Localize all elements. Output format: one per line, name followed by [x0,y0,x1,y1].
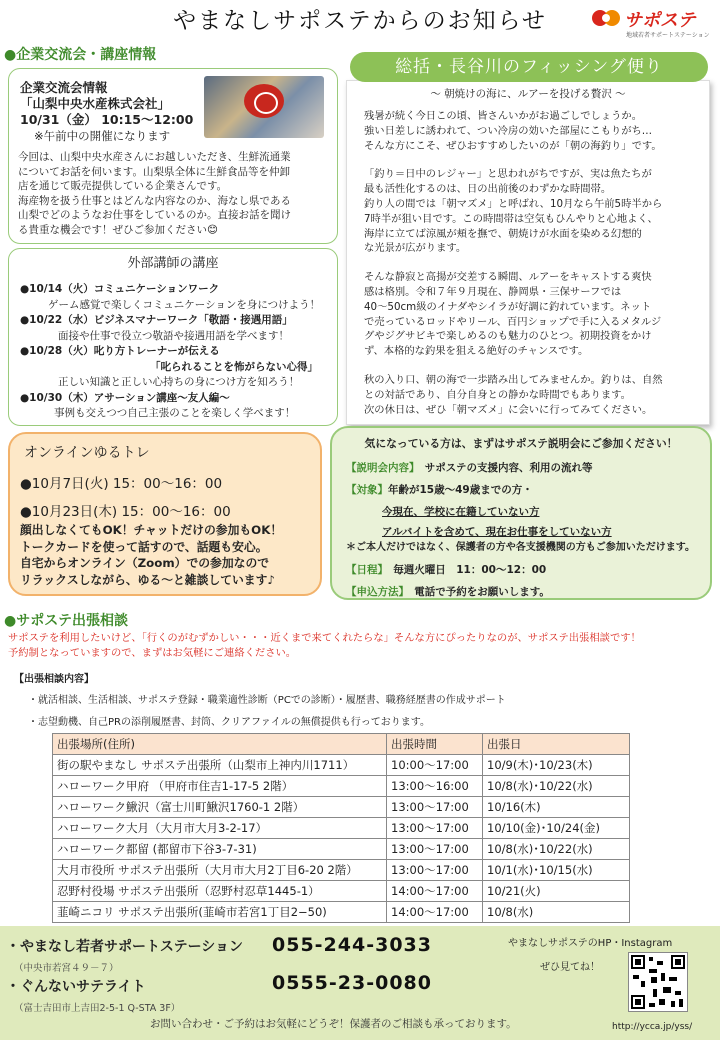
fishing-line: グやジグサビキで楽しめるのも魅力のひとつ。初期投資をかけ [364,330,652,343]
table-cell: 10/21(火) [483,881,630,902]
fishing-line: 「釣り＝日中のレジャー」と思われがちですが、実は魚たちが [364,168,652,181]
corp-desc-line: についてお話を伺います。山梨県全体に生鮮食品等を仲卸 [18,165,290,178]
qr-code-icon[interactable] [628,952,688,1012]
online-desc-line: リラックスしながら、ゆる～と雑談しています♪ [20,572,275,587]
table-row [53,797,630,818]
corp-desc-line: 海産物を扱う仕事とはどんな内容なのか、海なし県である [18,194,291,207]
fishing-line: 最も活性化するのは、日の出前後のわずかな時間帯。 [364,183,612,196]
corp-date: 10/31（金） 10:15～12:00 [20,112,194,127]
table-cell: ハローワーク鰍沢（富士川町鰍沢1760-1 2階） [53,797,387,818]
briefing-label: 【説明会内容】 [346,462,415,474]
table-header: 出張場所(住所) [53,734,387,755]
section-outreach-label: サポステ出張相談 [16,613,128,629]
table-cell: 13:00～16:00 [387,776,483,797]
company-photo [204,76,324,138]
table-row [53,860,630,881]
lecture-desc: 事例も交えつつ自己主張のことを楽しく学べます！ [54,407,296,419]
briefing-value: 毎週火曜日 11：00～12：00 [393,564,547,576]
corp-title-line2: 「山梨中央水産株式会社」 [20,96,171,111]
table-cell: 14:00～17:00 [387,902,483,923]
briefing-body [346,460,706,600]
briefing-target-note: ＊ご本人だけではなく、保護者の方や各支援機関の方もご参加いただけます。 [346,542,695,553]
corp-desc-line: 店を通じて販売提供している企業さんです。 [18,180,228,193]
online-date: ●10月7日(火) 15：00～16：00 [20,476,223,492]
fishing-line: 次の休日は、ぜひ「朝マズメ」に会いに行ってみてください。 [364,403,653,416]
fishing-line: ず、本格的な釣果を狙える絶好のチャンスです。 [364,345,589,358]
table-cell: 忍野村役場 サポステ出張所（忍野村忍草1445-1） [53,881,387,902]
outreach-schedule-table [52,733,630,923]
online-desc-line: 自宅からオンライン（Zoom）での参加なので [20,556,270,570]
fishing-line: 感は格別。令和７年９月現在、静岡県・三保サーフでは [364,285,622,298]
online-date: ●10月23日(木) 15：00～16：00 [20,504,231,520]
footer-satellite-address: （富士吉田市上吉田2-5-1 Q-STA 3F） [14,1003,181,1014]
outreach-content [28,690,506,734]
outreach-intro-line: サポステを利用したいけど、「行くのがむずかしい・・・近くまで来てくれたらな」そんな方にぴったりなのが、サポステ出張相談です！ [8,632,641,644]
saposute-logo [590,6,712,44]
logo-mark-icon [590,6,624,30]
briefing-label: 【対象】 [346,484,388,496]
table-cell: 10/9(木)･10/23(木) [483,755,630,776]
table-cell: 10:00～17:00 [387,755,483,776]
table-cell: 10/8(水)･10/22(水) [483,839,630,860]
table-row [53,881,630,902]
corp-desc-line: 山梨でどのようなお仕事をしているのか。直接お話を聞け [18,209,291,222]
table-header: 出張日 [483,734,630,755]
briefing-target-line: アルバイトを含めて、現在お仕事をしていない方 [382,526,612,538]
corp-title [20,80,193,128]
fishing-line: との対話であり、自分自身との静かな時間でもあります。 [364,388,631,401]
fishing-line: 残暑が続く今日この頃、皆さんいかがお過ごしでしょうか。 [364,110,643,122]
page-title: やまなしサポステからのお知らせ [173,8,547,34]
briefing-title: 気になっている方は、まずはサポステ説明会にご参加ください！ [364,437,678,450]
table-cell: 14:00～17:00 [387,881,483,902]
fishing-line: 海岸に立てば涼風が頬を撫で、朝焼けが水面を染める幻想的 [364,227,642,240]
table-cell: 13:00～17:00 [387,818,483,839]
outreach-item: ・志望動機、自己PRの添削履歴書、封筒、クリアファイルの無償提供も行っております。 [28,717,430,728]
table-header-row [53,734,630,755]
briefing-label: 【日程】 [346,564,383,576]
table-cell: 13:00～17:00 [387,860,483,881]
footer-satellite-name: ・ぐんないサテライト [6,979,146,995]
lecture-desc: 正しい知識と正しい心持ちの身につけ方を知ろう！ [58,376,300,388]
fishing-line: 強い日差しに誘われて、つい冷房の効いた部屋にこもりがち… [364,124,653,137]
table-cell: ハローワーク甲府 （甲府市住吉1-17-5 2階） [53,776,387,797]
table-cell: 街の駅やまなし サポステ出張所（山梨市上神内川1711） [53,755,387,776]
corp-description [18,150,336,238]
outreach-item: ・就活相談、生活相談、サポステ登録・職業適性診断（PCでの診断）・履歴書、職務経歴書の作成サポート [28,695,506,706]
fishing-line: で売っているロッドやリール、百円ショップで手に入るメタルジ [364,315,662,328]
corp-title-line1: 企業交流会情報 [20,80,108,95]
briefing-value: 年齢が15歳～49歳までの方・ [388,484,533,496]
table-row [53,839,630,860]
table-cell: 10/1(水)･10/15(水) [483,860,630,881]
table-cell: 10/16(木) [483,797,630,818]
table-cell: 10/8(水) [483,902,630,923]
footer-tel-1[interactable]: 055-244-3033 [272,934,432,956]
fishing-subtitle: ～ 朝焼けの海に、ルアーを投げる贅沢 ～ [430,88,626,100]
table-row [53,776,630,797]
footer-station-address: （中央市若宮４９－７） [14,963,119,974]
briefing-value: 電話で予約をお願いします。 [414,586,550,598]
logo-name: サポステ [624,10,696,31]
fishing-line: 7時半が狙い目です。この時間帯は空気もひんやりと心地よく、 [364,212,658,225]
lecture-desc: 面接や仕事で役立つ敬語や接遇用語を学べます！ [58,329,289,342]
online-title: オンラインゆるトレ [24,445,150,461]
lectures-title: 外部講師の講座 [127,256,219,271]
footer-hp-label: やまなしサポステのHP・Instagram [508,938,673,949]
footer-tel-2[interactable]: 0555-23-0080 [272,972,432,994]
table-header: 出張時間 [387,734,483,755]
lecture-item-sub: 「叱られることを怖がらない心得」 [150,360,318,373]
lecture-item: ●10/14（火）コミュニケーションワーク [20,283,220,295]
corp-desc-line: 今回は、山梨中央水産さんにお越しいただき、生鮮流通業 [18,151,291,163]
fishing-title: 総括・長谷川のフィッシング便り [350,52,708,82]
table-cell: 韮崎ニコリ サポステ出張所(韮崎市若宮1丁目2−50) [53,902,387,923]
online-dates [20,470,231,526]
table-cell: 10/8(水)･10/22(水) [483,776,630,797]
fishing-body [364,101,704,417]
footer-station-name: ・やまなし若者サポートステーション [6,939,244,955]
outreach-intro-line: 予約制となっていますので、まずはお気軽にご連絡ください。 [8,647,297,659]
logo-subtitle: 地域若者サポートステーション [626,32,710,39]
online-desc-line: 顔出しなくてもOK！チャットだけの参加もOK！ [20,523,283,537]
briefing-value: サポステの支援内容、利用の流れ等 [424,462,593,474]
table-cell: 13:00～17:00 [387,839,483,860]
corp-desc-line: る貴重な機会です！ぜひご参加ください😊 [18,223,218,236]
table-row [53,818,630,839]
fishing-line: な光景が広がります。 [364,242,467,255]
fishing-line: 秋の入り口、朝の海で一歩踏み出してみませんか。釣りは、自然 [364,373,663,386]
outreach-content-label: 【出張相談内容】 [14,674,94,685]
briefing-label: 【申込方法】 [346,586,404,598]
table-cell: 10/10(金)･10/24(金) [483,818,630,839]
fishing-line: そんな方にこそ、ぜひおすすめしたいのが「朝の海釣り」です。 [364,139,662,152]
lecture-item: ●10/22（水）ビジネスマナーワーク「敬語・接遇用語」 [20,314,293,326]
table-cell: ハローワーク大月（大月市大月3-2-17） [53,818,387,839]
corp-note: ※午前中の開催になります [34,129,171,143]
table-cell: 13:00～17:00 [387,797,483,818]
online-desc-line: トークカードを使って話すので、話題も安心。 [20,539,268,554]
fishing-line: そんな静寂と高揚が交差する瞬間、ルアーをキャストする爽快 [364,271,652,284]
briefing-target-line: 今現在、学校に在籍していない方 [382,506,540,518]
table-cell: ハローワーク都留 (都留市下谷3-7-31) [53,839,387,860]
footer-see-label: ぜひ見てね！ [540,962,600,973]
table-cell: 大月市役所 サポステ出張所（大月市大月2丁目6-20 2階） [53,860,387,881]
fishing-line: 40～50cm級のイナダやシイラが好調に釣れています。ネット [364,300,652,313]
section-heading-corp: ●企業交流会・講座情報 [4,47,157,63]
section-heading-outreach: ●サポステ出張相談 [4,613,128,629]
lectures-list [20,282,336,422]
lecture-desc: ゲーム感覚で楽しくコミュニケーションを身につけよう！ [48,298,321,311]
outreach-intro [8,631,716,661]
section-corp-label: 企業交流会・講座情報 [16,47,157,63]
lecture-item: ●10/30（木）アサーション講座～友人編～ [20,391,230,404]
table-row [53,755,630,776]
lecture-item: ●10/28（火）叱り方トレーナーが伝える [20,345,220,357]
table-row [53,902,630,923]
footer-note: お問い合わせ・ご予約はお気軽にどうぞ！保護者のご相談も承っております。 [150,1018,517,1030]
online-description [20,522,282,588]
footer-url[interactable]: http://ycca.jp/yss/ [612,1022,693,1032]
fishing-line: 釣り人の間では「朝マズメ」と呼ばれ、10月なら午前5時半から [364,197,663,210]
qr-pattern-icon [629,953,687,1011]
